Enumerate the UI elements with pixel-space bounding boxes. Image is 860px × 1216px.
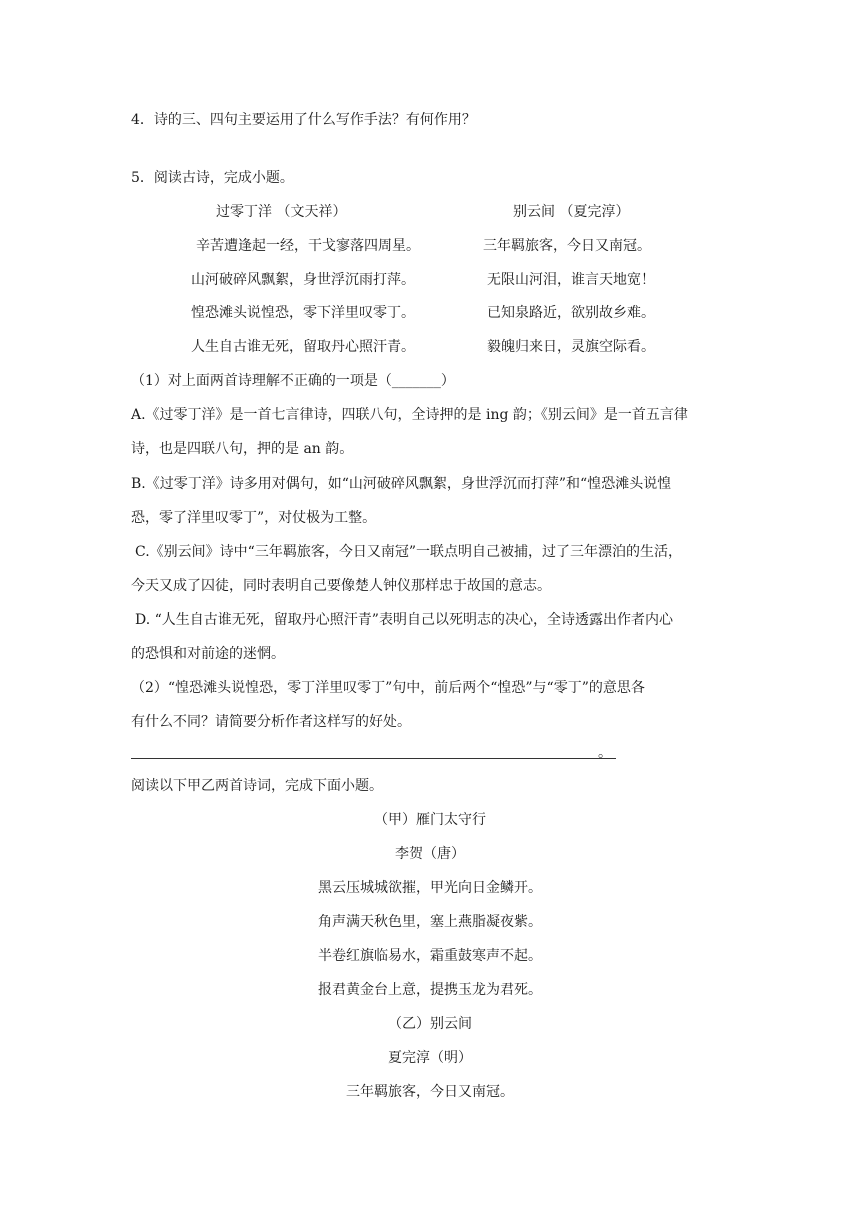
question-4: 4．诗的三、四句主要运用了什么写作手法？有何作用？: [131, 112, 476, 128]
sub2-stem-line-2: 有什么不同？请简要分析作者这样写的好处。: [131, 714, 411, 730]
reading-intro: 阅读以下甲乙两首诗词，完成下面小题。: [131, 778, 383, 794]
option-a-line-2: 诗，也是四联八句，押的是 an 韵。: [131, 441, 354, 457]
poem1-title: 过零丁洋 （文天祥）: [216, 204, 347, 220]
poem2-title: 别云间 （夏完淳）: [513, 204, 630, 220]
option-a-line-1: A.《过零丁洋》是一首七言律诗，四联八句，全诗押的是 ing 韵；《别云间》是一首五言律: [131, 407, 688, 423]
option-c-line-2: 今天又成了囚徒，同时表明自己要像楚人钟仪那样忠于故国的意志。: [131, 578, 551, 594]
sub1-stem: （1）对上面两首诗理解不正确的一项是（_______）: [131, 373, 455, 389]
poem-b-line-1: 三年羁旅客，今日又南冠。: [346, 1084, 514, 1100]
option-d-line-1: D. “人生自古谁无死，留取丹心照汗青”表明自己以死明志的决心，全诗透露出作者内心: [135, 612, 673, 628]
answer-end-mark: 。: [598, 745, 612, 761]
poem1-line-4: 人生自古谁无死，留取丹心照汗青。: [191, 339, 415, 355]
poem2-line-2: 无限山河泪，谁言天地宽！: [487, 272, 655, 288]
poem-a-line-2: 角声满天秋色里，塞上燕脂凝夜紫。: [318, 914, 542, 930]
option-d-line-2: 的恐惧和对前途的迷惘。: [131, 646, 285, 662]
poem-a-author: 李贺（唐）: [395, 846, 465, 862]
poem-a-line-1: 黑云压城城欲摧，甲光向日金鳞开。: [318, 880, 542, 896]
poem1-line-1: 辛苦遭逢起一经，干戈寥落四周星。: [196, 238, 420, 254]
option-c-line-1: C.《别云间》诗中“三年羁旅客，今日又南冠”一联点明自己被捕，过了三年漂泊的生活，: [135, 544, 682, 560]
poem-b-author: 夏完淳（明）: [388, 1050, 472, 1066]
poem-b-title: （乙）别云间: [388, 1016, 472, 1032]
poem-a-title: （甲）雁门太守行: [374, 812, 486, 828]
answer-blank-line[interactable]: [131, 742, 616, 759]
poem1-line-3: 惶恐滩头说惶恐，零下洋里叹零丁。: [191, 305, 415, 321]
poem2-line-3: 已知泉路近，欲别故乡难。: [487, 305, 655, 321]
poem2-line-4: 毅魄归来日，灵旗空际看。: [487, 339, 655, 355]
option-b-line-2: 恐，零了洋里叹零丁”，对仗极为工整。: [131, 510, 377, 526]
poem2-line-1: 三年羁旅客，今日又南冠。: [483, 238, 651, 254]
poem-a-line-3: 半卷红旗临易水，霜重鼓寒声不起。: [318, 948, 542, 964]
poem-a-line-4: 报君黄金台上意，提携玉龙为君死。: [318, 982, 542, 998]
sub2-stem-line-1: （2）“惶恐滩头说惶恐，零丁洋里叹零丁”句中，前后两个“惶恐”与“零丁”的意思各: [131, 680, 645, 696]
option-b-line-1: B.《过零丁洋》诗多用对偶句，如“山河破碎风飘絮，身世浮沉而打萍”和“惶恐滩头说惶: [131, 476, 672, 492]
poem1-line-2: 山河破碎风飘絮，身世浮沉雨打萍。: [191, 272, 415, 288]
question-5-intro: 5．阅读古诗，完成小题。: [131, 170, 294, 186]
